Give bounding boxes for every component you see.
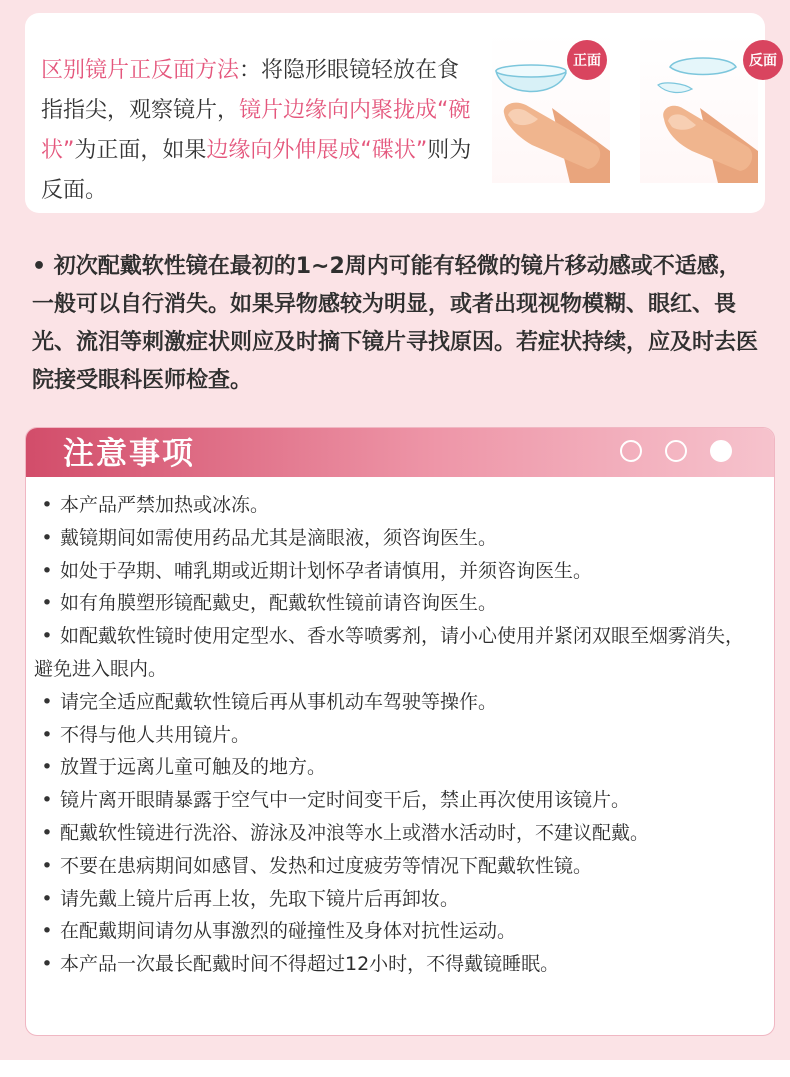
notice-item: • 本产品严禁加热或冰冻。 [34, 489, 760, 522]
notice-item: • 不得与他人共用镜片。 [34, 719, 760, 752]
bottom-strip [0, 1060, 790, 1077]
notice-item: • 在配戴期间请勿从事激烈的碰撞性及身体对抗性运动。 [34, 915, 760, 948]
notice-item: • 放置于远离儿童可触及的地方。 [34, 751, 760, 784]
adaptation-tip: • 初次配戴软性镜在最初的1~2周内可能有轻微的镜片移动感或不适感，一般可以自行消失。如果异物感较为明显，或者出现视物模糊、眼红、畏光、流泪等刺激症状则应及时摘下镜片寻找原因。若症状持续，应及时去医院接受眼科医师检查。 [32, 254, 759, 393]
notice-item: • 如处于孕期、哺乳期或近期计划怀孕者请慎用，并须咨询医生。 [34, 555, 760, 588]
instruction-highlight-dish: 边缘向外伸展成“碟状” [206, 138, 428, 163]
notice-item: • 戴镜期间如需使用药品尤其是滴眼液，须咨询医生。 [34, 522, 760, 555]
notice-item: • 镜片离开眼睛暴露于空气中一定时间变干后，禁止再次使用该镜片。 [34, 784, 760, 817]
notice-list [34, 489, 760, 981]
notice-item: • 如有角膜塑形镜配戴史，配戴软性镜前请咨询医生。 [34, 587, 760, 620]
notice-item: • 配戴软性镜进行洗浴、游泳及冲浪等水上或潜水活动时，不建议配戴。 [34, 817, 760, 850]
lens-side-card [25, 13, 777, 213]
instruction-text: 为正面，如果 [74, 138, 207, 163]
notice-item: • 请先戴上镜片后再上妆，先取下镜片后再卸妆。 [34, 883, 760, 916]
page-dot-2 [665, 440, 687, 462]
notice-item: • 如配戴软性镜时使用定型水、香水等喷雾剂，请小心使用并紧闭双眼至烟雾消失，避免进入眼内。 [34, 620, 760, 686]
notice-header [26, 428, 774, 477]
front-side-badge: 正面 [567, 40, 607, 80]
notice-title: 注意事项 [63, 436, 195, 472]
notice-item: • 不要在患病期间如感冒、发热和过度疲劳等情况下配戴软性镜。 [34, 850, 760, 883]
instruction-highlight-bowl: 镜片边缘向内聚拢成“碗状” [41, 98, 471, 163]
instruction-heading: 区别镜片正反面方法 [41, 58, 240, 83]
instruction-text: ：将隐形眼镜轻放在食指指尖，观察镜片， [41, 58, 460, 123]
notice-item: • 请完全适应配戴软性镜后再从事机动车驾驶等操作。 [34, 686, 760, 719]
page-dot-1 [620, 440, 642, 462]
lens-side-instruction [41, 51, 481, 211]
page-dot-3-active [710, 440, 732, 462]
back-side-badge: 反面 [743, 40, 783, 80]
instruction-text: 则为反面。 [41, 138, 472, 203]
notice-card [25, 427, 775, 1036]
notice-item: • 本产品一次最长配戴时间不得超过12小时，不得戴镜睡眠。 [34, 948, 760, 981]
lens-back-illustration [640, 33, 758, 183]
